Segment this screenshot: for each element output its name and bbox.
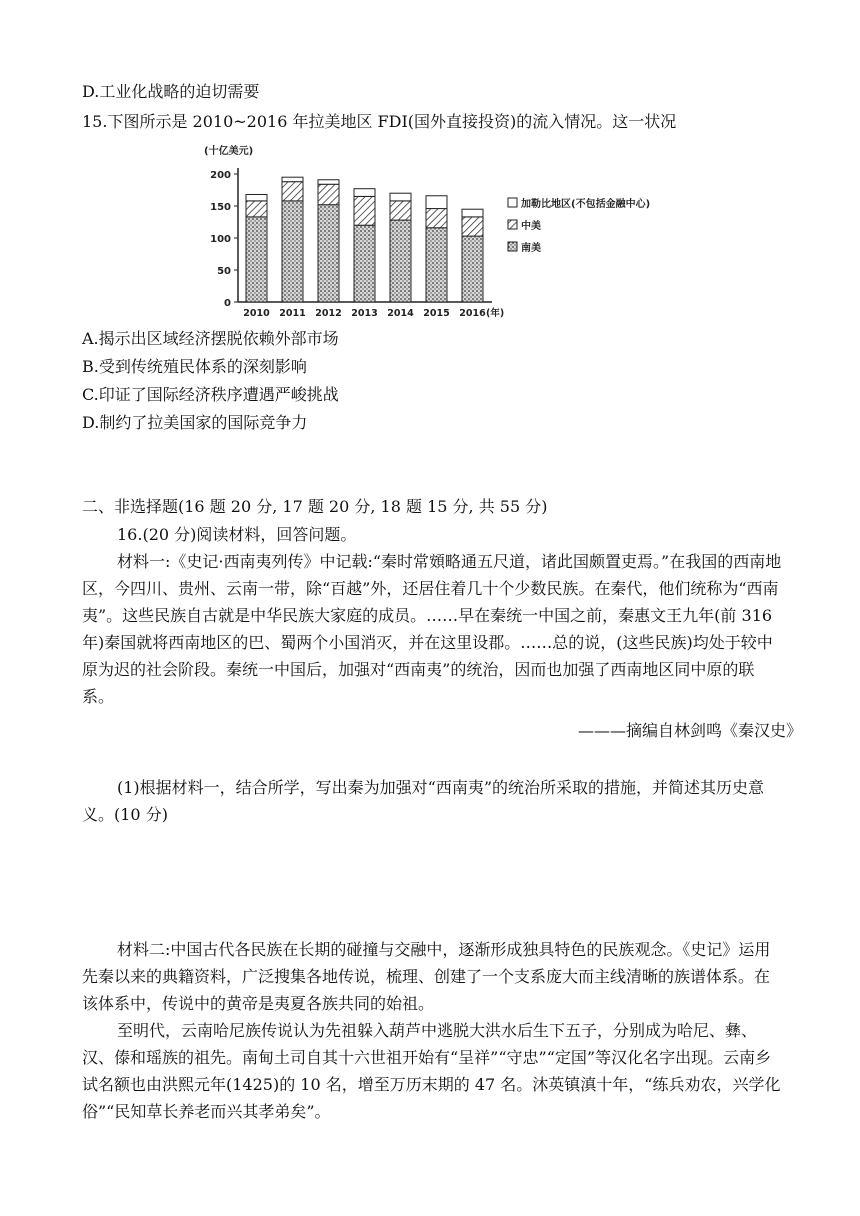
question-16: 16.(20 分)阅读材料，回答问题。 [117, 525, 357, 544]
legend-swatch [508, 242, 517, 251]
bar-segment [246, 201, 267, 217]
bar-segment [426, 228, 447, 302]
bar-segment [318, 184, 339, 204]
bar-segment [426, 196, 447, 209]
bar-segment [318, 180, 339, 184]
x-tick-label: 2011 [279, 308, 306, 319]
legend-swatch [508, 198, 517, 207]
section-2-heading: 二、非选择题(16 题 20 分, 17 题 20 分, 18 题 15 分, 共 55 分) [82, 497, 548, 516]
x-tick-label: 2012 [315, 308, 342, 319]
option-d: D.制约了拉美国家的国际竞争力 [82, 413, 308, 432]
y-tick-label: 100 [210, 234, 231, 245]
bar-segment [246, 217, 267, 302]
bar-segment [354, 196, 375, 225]
legend-swatch [508, 220, 517, 229]
material-2-paragraph-2: 至明代，云南哈尼族传说认为先祖躲入葫芦中逃脱大洪水后生下五子，分别成为哈尼、彝、汉、傣和瑶族的祖先。南甸土司自其十六世祖开始有“呈祥”“守忠”“定国”等汉化名字出现。云南乡试名额也由洪熙元年(1425)的 10 名，增至万历末期的 47 名。沐英镇滇十年，“练兵劝农，兴学化俗”“民知草长养老而兴其孝弟矣”。 [82, 1021, 781, 1121]
material-1: 材料一:《史记·西南夷列传》中记载:“秦时常頞略通五尺道，诸此国颇置吏焉。”在我国的西南地区，今四川、贵州、云南一带，除“百越”外，还居住着几十个少数民族。在秦代，他们统称为“西南夷”。这些民族自古就是中华民族大家庭的成员。……早在秦统一中国之前，秦惠文王九年(前 316 年)秦国就将西南地区的巴、蜀两个小国消灭，并在这里设郡。……总的说，(这些民族)均处于较中原为迟的社会阶段。秦统一中国后，加强对“西南夷”的统治，因而也加强了西南地区同中原的联系。 [82, 552, 782, 706]
bar-segment [282, 182, 303, 201]
x-axis-unit-label: (年) [486, 308, 505, 319]
question-15: 15.下图所示是 2010~2016 年拉美地区 FDI(国外直接投资)的流入情况。这一状况 [82, 112, 677, 131]
y-tick-label: 0 [224, 298, 231, 309]
option-b: B.受到传统殖民体系的深刻影响 [82, 357, 307, 376]
y-axis-unit-label: (十亿美元) [204, 146, 254, 157]
option-a: A.揭示出区域经济摆脱依赖外部市场 [82, 329, 339, 348]
material-1-source: ———摘编自林剑鸣《秦汉史》 [577, 721, 802, 740]
bar-segment [462, 236, 483, 302]
bar-segment [354, 225, 375, 302]
x-tick-label: 2015 [423, 308, 450, 319]
bar-segment [390, 201, 411, 220]
bar-segment [318, 205, 339, 302]
legend-label: 加勒比地区(不包括金融中心) [521, 199, 651, 210]
legend-label: 南美 [521, 243, 541, 254]
bar-segment [390, 220, 411, 302]
x-tick-label: 2010 [243, 308, 270, 319]
bar-segment [282, 201, 303, 302]
bar-segment [282, 177, 303, 181]
option-d-previous: D.工业化战略的迫切需要 [82, 82, 260, 101]
y-tick-label: 200 [210, 170, 231, 181]
y-tick-label: 50 [217, 266, 231, 277]
x-tick-label: 2016 [459, 308, 486, 319]
bar-segment [462, 209, 483, 217]
y-tick-label: 150 [210, 202, 231, 213]
option-c: C.印证了国际经济秩序遭遇严峻挑战 [82, 385, 339, 404]
fdi-bar-chart [200, 142, 670, 327]
bar-segment [462, 217, 483, 236]
bar-segment [246, 194, 267, 200]
x-tick-label: 2014 [387, 308, 414, 319]
x-tick-label: 2013 [351, 308, 378, 319]
bar-segment [390, 193, 411, 201]
sub-question-1: (1)根据材料一，结合所学，写出秦为加强对“西南夷”的统治所采取的措施，并简述其历史意义。(10 分) [82, 778, 765, 824]
legend-label: 中美 [521, 221, 541, 232]
material-2-paragraph-1: 材料二:中国古代各民族在长期的碰撞与交融中，逐渐形成独具特色的民族观念。《史记》运用先秦以来的典籍资料，广泛搜集各地传说，梳理、创建了一个支系庞大而主线清晰的族谱体系。在该体系中，传说中的黄帝是夷夏各族共同的始祖。 [82, 940, 771, 1013]
bar-segment [426, 209, 447, 228]
bar-segment [354, 189, 375, 197]
